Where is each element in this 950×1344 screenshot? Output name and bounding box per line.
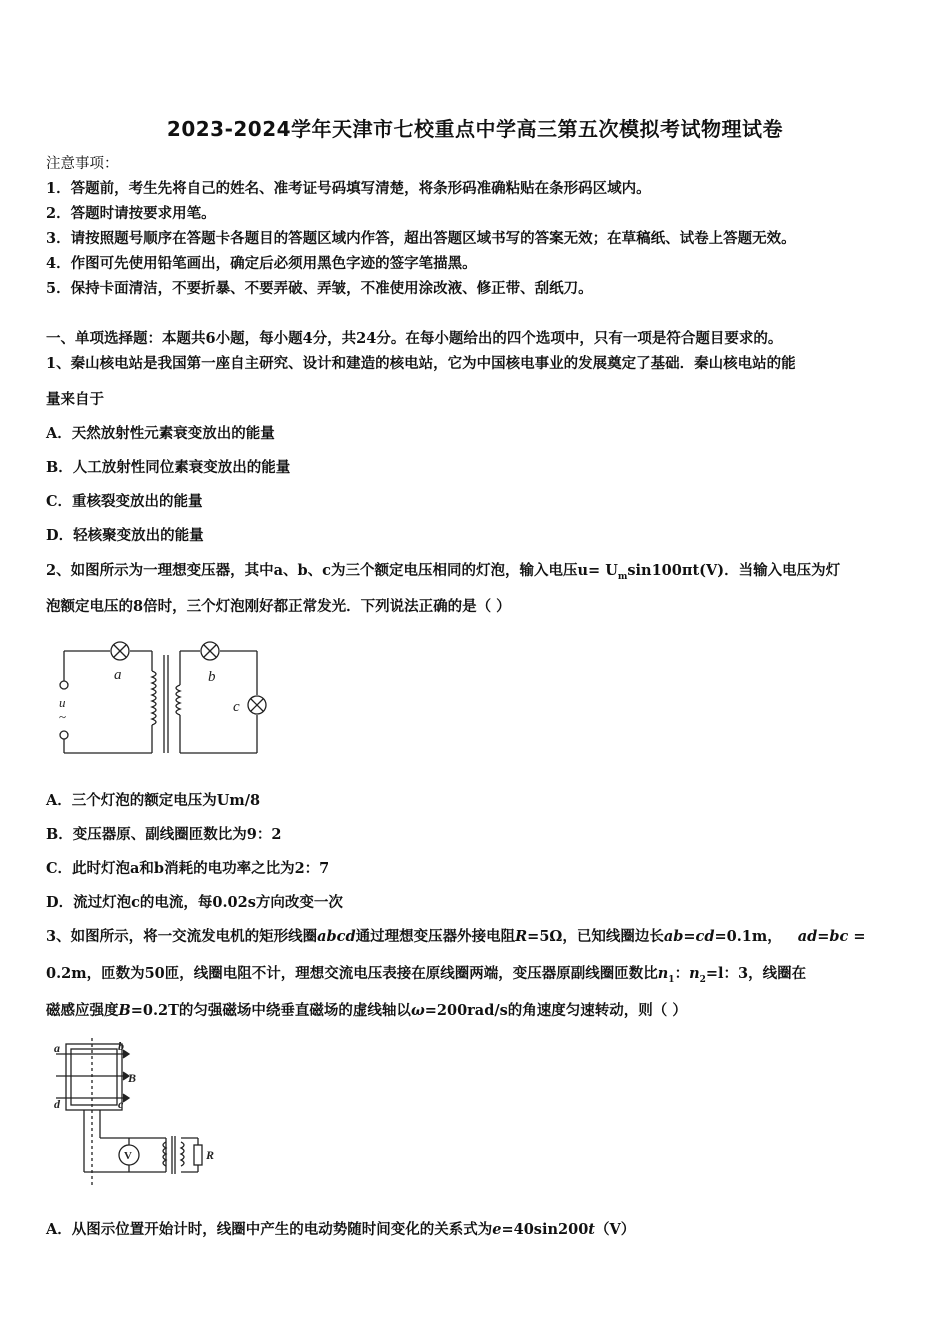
notice-item-1: 1．答题前，考生先将自己的姓名、准考证号码填写清楚，将条形码准确粘贴在条形码区域内。 [46, 180, 651, 197]
q1-option-d: D．轻核聚变放出的能量 [46, 527, 204, 544]
page-title: 2023-2024学年天津市七校重点中学高三第五次模拟考试物理试卷 [166, 117, 784, 141]
q1-option-a: A．天然放射性元素衰变放出的能量 [46, 425, 275, 442]
q2-option-c: C．此时灯泡a和b消耗的电功率之比为2：7 [46, 860, 330, 877]
q3-fig-label-b: b [118, 1039, 124, 1053]
q2-option-a: A．三个灯泡的额定电压为Um/8 [46, 792, 261, 809]
q2-fig-label-u: u [59, 695, 66, 710]
q2-option-b: B．变压器原、副线圈匝数比为9：2 [46, 826, 282, 843]
q3-generator-diagram [48, 1038, 218, 1186]
q3-fig-label-B: B [128, 1071, 137, 1085]
q3-fig-label-a: a [54, 1041, 60, 1055]
q2-fig-label-tilde: ~ [59, 709, 67, 724]
notice-heading: 注意事项： [46, 156, 119, 172]
q2-stem-line1: 2、如图所示为一理想变压器，其中a、b、c为三个额定电压相同的灯泡，输入电压$u= U_m\sin 100\pi t(V)$．当输入电压为灯 [46, 562, 841, 582]
q1-option-c: C．重核裂变放出的能量 [46, 493, 203, 510]
q1-option-b: B．人工放射性同位素衰变放出的能量 [46, 459, 291, 476]
q3-stem-line2: 0.2m，匝数为50匝，线圈电阻不计，理想交流电压表接在原线圈两端，变压器原副线圈匝数比$n_1$：$n_2=l$：3，线圈在 [46, 965, 807, 985]
q3-fig-label-V: V [124, 1150, 132, 1162]
q3-fig-label-c: c [118, 1097, 124, 1111]
q3-fig-label-d: d [54, 1097, 60, 1111]
notice-item-3: 3．请按照题号顺序在答题卡各题目的答题区域内作答，超出答题区域书写的答案无效；在草稿纸、试卷上答题无效。 [46, 230, 796, 247]
q3-fig-label-R: R [206, 1148, 215, 1162]
q3-stem-line3: 磁感应强度B=0.2T的匀强磁场中绕垂直磁场的虚线轴以ω=200rad/s的角速度匀速转动，则（ ） [46, 1002, 687, 1019]
q3-stem-line1: 3、如图所示，将一交流发电机的矩形线圈abcd通过理想变压器外接电阻R=5Ω，已知线圈边长ab=cd=0.1m， ad=bc = [46, 928, 866, 945]
q3-option-a: A．从图示位置开始计时，线圈中产生的电动势随时间变化的关系式为e=40sin200t（V） [46, 1221, 636, 1238]
q2-transformer-diagram [52, 635, 277, 770]
q2-fig-label-a: a [114, 667, 122, 683]
q2-stem-line2: 泡额定电压的8倍时，三个灯泡刚好都正常发光．下列说法正确的是（ ） [46, 598, 511, 615]
q2-fig-label-b: b [208, 669, 216, 685]
q2-fig-label-c: c [233, 699, 240, 715]
q2-option-d: D．流过灯泡c的电流，每0.02s方向改变一次 [46, 894, 343, 911]
notice-item-4: 4．作图可先使用铅笔画出，确定后必须用黑色字迹的签字笔描黑。 [46, 255, 477, 272]
notice-item-2: 2．答题时请按要求用笔。 [46, 205, 216, 222]
notice-item-5: 5．保持卡面清洁，不要折暴、不要弄破、弄皱，不准使用涂改液、修正带、刮纸刀。 [46, 280, 593, 297]
q1-stem-line2: 量来自于 [46, 391, 104, 408]
q1-stem-line1: 1、秦山核电站是我国第一座自主研究、设计和建造的核电站，它为中国核电事业的发展奠定了基础．秦山核电站的能 [46, 355, 796, 372]
section-heading: 一、单项选择题：本题共6小题，每小题4分，共24分。在每小题给出的四个选项中，只有一项是符合题目要求的。 [46, 330, 783, 347]
